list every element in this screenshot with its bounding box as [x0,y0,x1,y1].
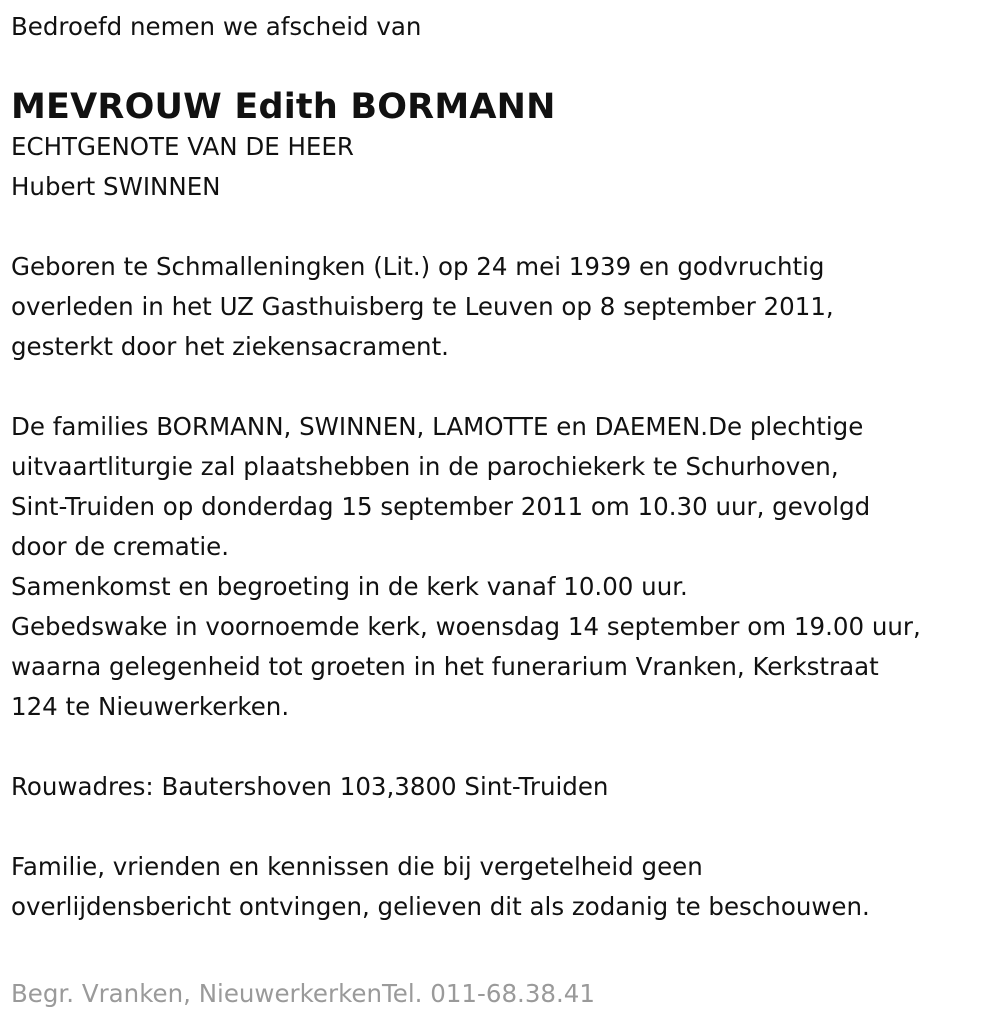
funeral-home-footer: Begr. Vranken, NieuwerkerkenTel. 011-68.38.41 [11,979,595,1008]
paragraph-line: gesterkt door het ziekensacrament. [11,332,449,361]
spouse-name: Hubert SWINNEN [11,172,221,201]
paragraph-line: Samenkomst en begroeting in de kerk vanaf 10.00 uur. [11,572,688,601]
paragraph-line: overleden in het UZ Gasthuisberg te Leuven op 8 september 2011, [11,292,834,321]
paragraph-line: Geboren te Schmalleningken (Lit.) op 24 mei 1939 en godvruchtig [11,252,825,281]
intro-text: Bedroefd nemen we afscheid van [11,12,422,41]
mourning-address: Rouwadres: Bautershoven 103,3800 Sint-Truiden [11,772,609,801]
relation-text: ECHTGENOTE VAN DE HEER [11,132,354,161]
paragraph-line: De families BORMANN, SWINNEN, LAMOTTE en DAEMEN.De plechtige [11,412,864,441]
paragraph-line: waarna gelegenheid tot groeten in het funerarium Vranken, Kerkstraat [11,652,879,681]
ceremony-paragraph [11,407,1000,727]
paragraph-line: door de crematie. [11,532,230,561]
paragraph-line: uitvaartliturgie zal plaatshebben in de parochiekerk te Schurhoven, [11,452,839,481]
birth-death-paragraph [11,247,1000,367]
paragraph-line: overlijdensbericht ontvingen, gelieven dit als zodanig te beschouwen. [11,892,870,921]
notice-paragraph [11,847,1000,927]
paragraph-line: 124 te Nieuwerkerken. [11,692,290,721]
paragraph-line: Familie, vrienden en kennissen die bij vergetelheid geen [11,852,703,881]
deceased-name: MEVROUW Edith BORMANN [11,87,556,127]
paragraph-line: Gebedswake in voornoemde kerk, woensdag 14 september om 19.00 uur, [11,612,921,641]
paragraph-line: Sint-Truiden op donderdag 15 september 2011 om 10.30 uur, gevolgd [11,492,871,521]
